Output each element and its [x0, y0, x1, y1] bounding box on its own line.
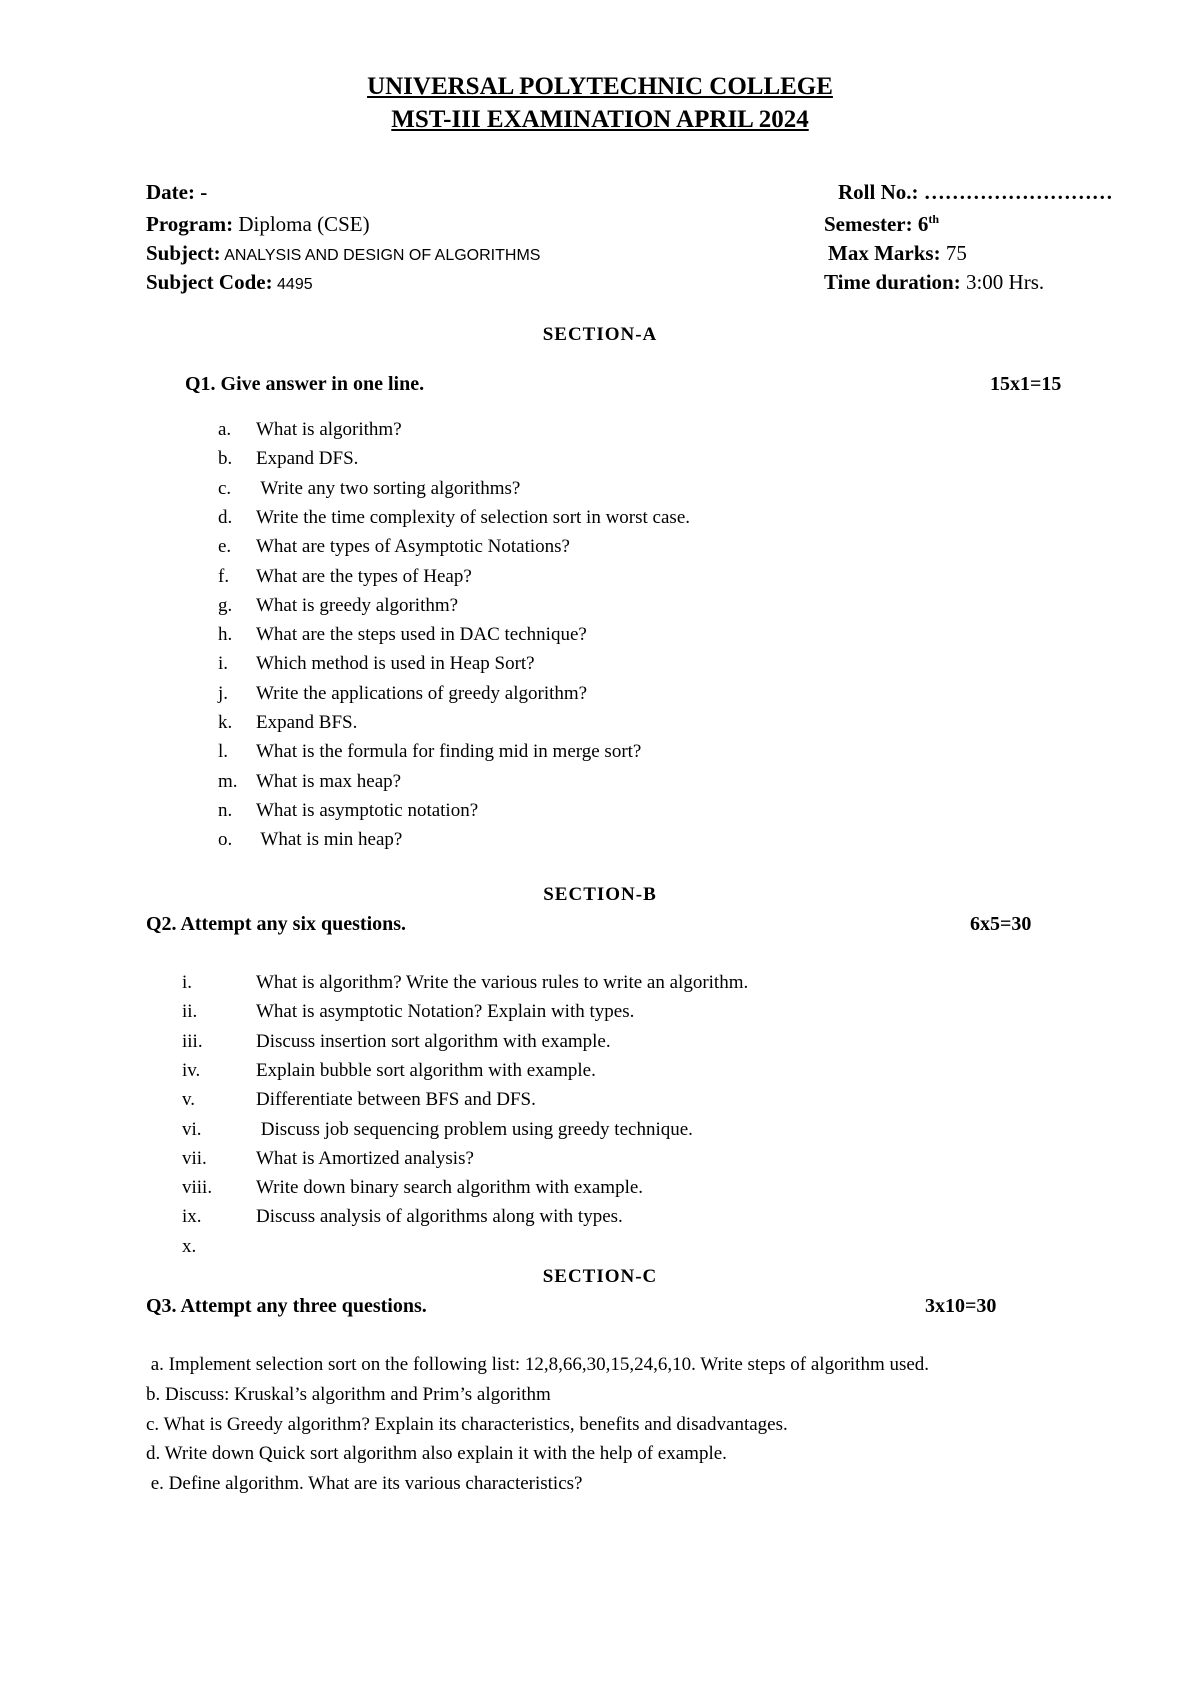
- item-label: d.: [218, 506, 233, 528]
- item-text: a. Implement selection sort on the following list: 12,8,66,30,15,24,6,10. Write steps of algorithm used.: [146, 1354, 930, 1375]
- q1-heading: Q1. Give answer in one line.: [185, 373, 425, 395]
- subject-value: ANALYSIS AND DESIGN OF ALGORITHMS: [220, 247, 541, 264]
- item-label: vi.: [182, 1118, 202, 1140]
- item-label: k.: [218, 712, 233, 733]
- item-label: m.: [218, 770, 238, 792]
- duration-label: Time duration:: [824, 270, 961, 294]
- item-label: e.: [218, 536, 232, 558]
- item-label: c.: [218, 477, 232, 499]
- subject-code-label: Subject Code:: [146, 270, 273, 294]
- item-text: What is the formula for finding mid in merge sort?: [256, 741, 642, 763]
- item-label: v.: [182, 1089, 196, 1111]
- item-text: Write any two sorting algorithms?: [256, 477, 521, 499]
- item-label: viii.: [182, 1177, 213, 1199]
- program-label: Program:: [146, 212, 234, 236]
- semester-field: [824, 212, 939, 237]
- program-value: Diploma (CSE): [233, 212, 370, 236]
- college-title: UNIVERSAL POLYTECHNIC COLLEGE: [367, 73, 833, 100]
- q1-marks: 15x1=15: [990, 373, 1062, 395]
- item-label: g.: [218, 594, 233, 616]
- item-label: ix.: [182, 1206, 202, 1228]
- item-text: b. Discuss: Kruskal’s algorithm and Prim’s algorithm: [146, 1383, 551, 1405]
- item-text: Write the time complexity of selection sort in worst case.: [256, 506, 691, 528]
- subject-label: Subject:: [146, 241, 221, 265]
- item-text: What is min heap?: [256, 829, 403, 851]
- item-text: What is max heap?: [256, 770, 402, 792]
- item-label: a.: [218, 419, 232, 440]
- item-text: Discuss analysis of algorithms along with types.: [256, 1206, 623, 1228]
- item-text: Differentiate between BFS and DFS.: [256, 1089, 536, 1111]
- item-text: What are the types of Heap?: [256, 565, 472, 587]
- item-text: e. Define algorithm. What are its various characteristics?: [146, 1473, 583, 1495]
- semester-sup: th: [928, 212, 940, 226]
- section-a-title: SECTION-A: [542, 324, 658, 345]
- max-marks-value: 75: [940, 241, 967, 265]
- item-text: Which method is used in Heap Sort?: [256, 653, 535, 675]
- q3-heading: Q3. Attempt any three questions.: [146, 1295, 427, 1317]
- item-text: What is algorithm? Write the various rules to write an algorithm.: [256, 972, 749, 993]
- item-label: h.: [218, 624, 233, 646]
- item-text: What are types of Asymptotic Notations?: [256, 536, 570, 558]
- item-label: f.: [218, 565, 230, 587]
- item-label: vii.: [182, 1147, 207, 1169]
- semester-label: Semester: 6: [824, 212, 929, 236]
- q3-marks: 3x10=30: [925, 1295, 997, 1317]
- date-field: [146, 180, 207, 205]
- item-text: What is Amortized analysis?: [256, 1147, 474, 1169]
- item-text: c. What is Greedy algorithm? Explain its characteristics, benefits and disadvantages.: [146, 1413, 788, 1435]
- q2-marks: 6x5=30: [970, 913, 1032, 935]
- item-label: b.: [218, 448, 233, 470]
- roll-value: ………………………: [918, 180, 1113, 204]
- item-text: d. Write down Quick sort algorithm also explain it with the help of example.: [146, 1443, 727, 1465]
- max-marks-label: Max Marks:: [828, 241, 941, 265]
- item-text: Discuss job sequencing problem using greedy technique.: [256, 1118, 693, 1140]
- item-label: iv.: [182, 1059, 201, 1081]
- duration-value: 3:00 Hrs.: [960, 270, 1045, 294]
- item-label: l.: [218, 741, 229, 763]
- date-label: Date: -: [146, 180, 208, 204]
- item-text: What is asymptotic Notation? Explain with types.: [256, 1001, 635, 1023]
- item-text: Discuss insertion sort algorithm with example.: [256, 1030, 611, 1052]
- item-label: j.: [218, 682, 229, 704]
- max-marks-field: [828, 241, 967, 266]
- exam-title: MST-III EXAMINATION APRIL 2024: [391, 106, 809, 133]
- item-label: n.: [218, 799, 233, 821]
- item-text: Expand DFS.: [256, 448, 359, 470]
- item-text: Write down binary search algorithm with example.: [256, 1177, 644, 1199]
- section-b-title: SECTION-B: [543, 884, 657, 905]
- item-text: What is algorithm?: [256, 419, 402, 440]
- item-text: What are the steps used in DAC technique?: [256, 624, 587, 646]
- program-field: [146, 212, 370, 237]
- item-label: i.: [218, 653, 229, 675]
- item-text: What is greedy algorithm?: [256, 594, 459, 616]
- subject-code-value: 4495: [272, 276, 313, 293]
- item-text: Expand BFS.: [256, 712, 358, 733]
- item-label: i.: [182, 972, 193, 993]
- q2-heading: Q2. Attempt any six questions.: [146, 913, 407, 935]
- item-label: x.: [182, 1235, 197, 1257]
- subject-field: [146, 241, 540, 266]
- roll-field: [838, 180, 1113, 205]
- subject-code-field: [146, 270, 313, 295]
- section-c-title: SECTION-C: [542, 1266, 658, 1287]
- item-text: Explain bubble sort algorithm with example.: [256, 1059, 596, 1081]
- item-label: o.: [218, 829, 233, 851]
- item-text: What is asymptotic notation?: [256, 799, 479, 821]
- roll-label: Roll No.:: [838, 180, 919, 204]
- duration-field: [824, 270, 1044, 295]
- item-label: ii.: [182, 1001, 198, 1023]
- item-label: iii.: [182, 1030, 203, 1052]
- item-text: Write the applications of greedy algorithm?: [256, 682, 588, 704]
